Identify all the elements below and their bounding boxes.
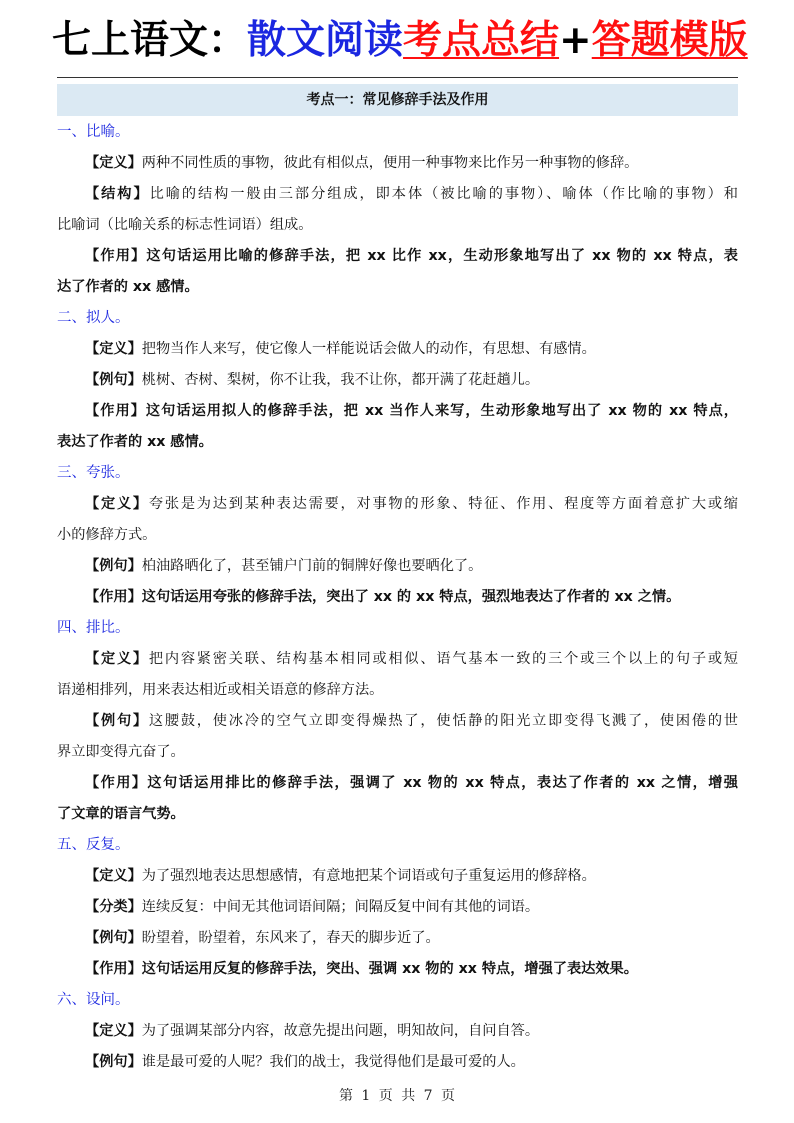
example-tag: 【例句】 (85, 372, 142, 388)
example-text: 盼望着，盼望着，东风来了，春天的脚步近了。 (141, 930, 440, 946)
definition-line (57, 334, 738, 365)
title-part-2: 散文阅读 (247, 18, 404, 63)
definition-line (57, 148, 738, 179)
section-heading: 二、拟人。 (57, 310, 130, 326)
example-line-cont: 界立即变得亢奋了。 (57, 744, 185, 760)
definition-text: 为了强烈地表达思想感情，有意地把某个词语或句子重复运用的修辞格。 (141, 868, 596, 884)
definition-text: 两种不同性质的事物，彼此有相似点，便用一种事物来比作另一种事物的修辞。 (141, 155, 639, 171)
definition-tag: 【定义】 (85, 1023, 142, 1039)
definition-line-cont: 语递相排列，用来表达相近或相关语意的修辞方法。 (57, 682, 384, 698)
structure-tag: 【结构】 (85, 186, 150, 202)
definition-text: 夸张是为达到某种表达需要，对事物的形象、特征、作用、程度等方面着意扩大或缩 (148, 496, 738, 512)
example-text: 这腰鼓，使冰冷的空气立即变得燥热了，使恬静的阳光立即变得飞溅了，使困倦的世 (148, 713, 738, 729)
document-title (52, 18, 752, 64)
definition-line-cont: 小的修辞方式。 (57, 527, 157, 543)
section-heading: 六、设问。 (57, 992, 130, 1008)
classification-tag: 【分类】 (85, 899, 142, 915)
effect-line-cont: 达了作者的 xx 感情。 (57, 279, 199, 295)
section-heading: 三、夸张。 (57, 465, 130, 481)
example-line (57, 923, 738, 954)
document-body (57, 117, 738, 1078)
example-text: 桃树、杏树、梨树，你不让我，我不让你，都开满了花赶趟儿。 (141, 372, 540, 388)
definition-line (57, 489, 738, 520)
example-tag: 【例句】 (85, 713, 149, 729)
effect-line: 【作用】这句话运用反复的修辞手法，突出、强调 xx 物的 xx 特点，增强了表达效果。 (85, 961, 638, 977)
title-part-3: 考点总结 (403, 18, 560, 63)
example-line (57, 551, 738, 582)
example-text: 柏油路晒化了，甚至铺户门前的铜牌好像也要晒化了。 (141, 558, 483, 574)
definition-tag: 【定义】 (85, 155, 142, 171)
definition-line (57, 1016, 738, 1047)
definition-text: 把内容紧密关联、结构基本相同或相似、语气基本一致的三个或三个以上的句子或短 (148, 651, 738, 667)
definition-tag: 【定义】 (85, 496, 149, 512)
example-line (57, 1047, 738, 1078)
title-plus: + (559, 18, 592, 63)
effect-line: 【作用】这句话运用比喻的修辞手法，把 xx 比作 xx，生动形象地写出了 xx 物的 xx 特点，表 (85, 248, 738, 264)
definition-tag: 【定义】 (85, 341, 142, 357)
structure-line-cont: 比喻词（比喻关系的标志性词语）组成。 (57, 217, 313, 233)
classification-line (57, 892, 738, 923)
effect-line: 【作用】这句话运用拟人的修辞手法，把 xx 当作人来写，生动形象地写出了 xx 物的 xx 特点， (85, 403, 738, 419)
example-text: 谁是最可爱的人呢？我们的战士，我觉得他们是最可爱的人。 (141, 1054, 525, 1070)
effect-line: 【作用】这句话运用夸张的修辞手法，突出了 xx 的 xx 特点，强烈地表达了作者的 xx 之情。 (85, 589, 681, 605)
title-rule (57, 77, 738, 78)
definition-tag: 【定义】 (85, 651, 149, 667)
definition-line (57, 861, 738, 892)
classification-text: 连续反复：中间无其他词语间隔；间隔反复中间有其他的词语。 (141, 899, 540, 915)
effect-line-cont: 表达了作者的 xx 感情。 (57, 434, 213, 450)
title-part-4: 答题模版 (591, 18, 748, 63)
structure-text: 比喻的结构一般由三部分组成，即本体（被比喻的事物）、喻体（作比喻的事物）和 (149, 186, 738, 202)
section-heading: 四、排比。 (57, 620, 130, 636)
definition-line (57, 644, 738, 675)
page-number: 第 1 页 共 7 页 (338, 1088, 456, 1104)
structure-line (57, 179, 738, 210)
title-part-1: 七上语文： (52, 18, 248, 63)
definition-text: 为了强调某部分内容，故意先提出问题，明知故问，自问自答。 (141, 1023, 540, 1039)
definition-text: 把物当作人来写，使它像人一样能说话会做人的动作，有思想、有感情。 (141, 341, 596, 357)
section-heading: 一、比喻。 (57, 124, 130, 140)
definition-tag: 【定义】 (85, 868, 142, 884)
example-line (57, 706, 738, 737)
effect-line: 【作用】这句话运用排比的修辞手法，强调了 xx 物的 xx 特点，表达了作者的 xx 之情，增强 (85, 775, 738, 791)
example-tag: 【例句】 (85, 558, 142, 574)
example-tag: 【例句】 (85, 930, 142, 946)
example-line (57, 365, 738, 396)
effect-line-cont: 了文章的语言气势。 (57, 806, 185, 822)
section-heading: 五、反复。 (57, 837, 130, 853)
section-banner: 考点一：常见修辞手法及作用 (57, 84, 738, 116)
example-tag: 【例句】 (85, 1054, 142, 1070)
